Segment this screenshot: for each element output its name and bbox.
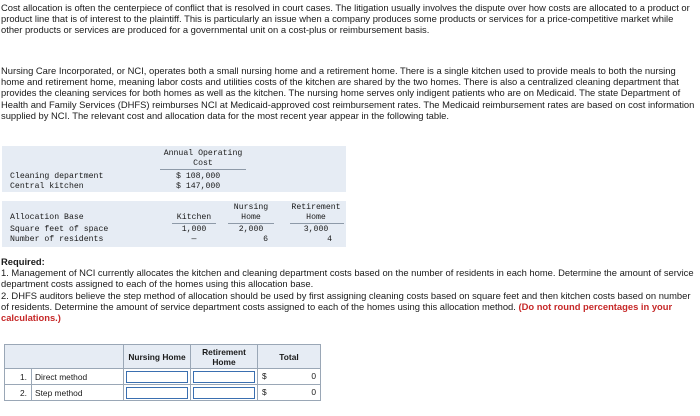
alloc-row-label: Square feet of space <box>10 225 109 234</box>
step-nursing-cell <box>124 385 191 401</box>
answer-header-retire <box>191 345 258 369</box>
step-total-value: 0 <box>311 387 316 397</box>
direct-retire-cell <box>191 369 258 385</box>
cost-row-label: Cleaning department <box>10 172 104 181</box>
alloc-rule-kitchen <box>172 223 216 224</box>
direct-retire-input[interactable] <box>193 371 255 383</box>
intro-paragraph: Cost allocation is often the centerpiece of conflict that is resolved in court cases. The litigation usually involves the dispute over how costs are allocated to a product or product line that is of interest to the plaintiff. This is particularly an issue when a company produces some products or services for a price-competitive market while other products or services are produced for a governmental unit on a cost-plus or reimbursement basis. <box>1 2 690 36</box>
direct-total-cell <box>258 369 321 385</box>
row-number: 2. <box>5 385 32 401</box>
currency-symbol: $ <box>262 371 267 381</box>
cost-row-label: Central kitchen <box>10 182 84 191</box>
cost-header-line1: Annual Operating <box>163 149 243 158</box>
direct-nursing-input[interactable] <box>126 371 188 383</box>
direct-total-value: 0 <box>311 371 316 381</box>
alloc-header-retire2: Home <box>306 213 326 222</box>
row-number: 1. <box>5 369 32 385</box>
required-title: Required: <box>1 256 45 267</box>
required-item-1: 1. Management of NCI currently allocates the kitchen and cleaning department costs based on the number of residents in each home. Determine the amount of service department costs assigned to each of the homes using this allocation base. <box>1 267 694 290</box>
row-label: Step method <box>32 385 124 401</box>
alloc-header-kitchen: Kitchen <box>176 213 212 222</box>
alloc-header-retire1: Retirement <box>291 203 341 212</box>
alloc-rule-retire <box>290 223 344 224</box>
cost-header-rule <box>160 169 246 170</box>
alloc-rule-nursing <box>228 223 274 224</box>
currency-symbol: $ <box>262 387 267 397</box>
required-item-2-text: 2. DHFS auditors believe the step method of allocation should be used by first assigning cleaning costs based on square feet and then kitchen costs based on number of residents. Determine the amount of service department costs assigned to each of the homes using this allocation method. <box>1 289 691 312</box>
answer-header-retire-line2: Home <box>212 356 236 367</box>
table-row <box>5 369 321 385</box>
step-retire-input[interactable] <box>193 387 255 399</box>
alloc-row-nursing: 6 <box>263 235 268 244</box>
required-item-2 <box>1 290 695 324</box>
step-retire-cell <box>191 385 258 401</box>
alloc-header-nursing2: Home <box>241 213 261 222</box>
scenario-paragraph: Nursing Care Incorporated, or NCI, operates both a small nursing home and a retirement home. There is a single kitchen used to provide meals to both the nursing home and retirement home, meaning labor costs and utilities costs of the kitchen are shared by the two homes. There is also a centralized cleaning department that provides the cleaning services for both homes as well as the kitchen. The nursing home serves only indigent patients who are on Medicaid. The state Department of Health and Family Services (DHFS) reimburses NCI at Medicaid-approved cost reimbursement rates. The Medicaid reimbursement rates are based on cost information supplied by NCI. The relevant cost and allocation data for the most recent year appear in the following table. <box>1 65 695 121</box>
step-total-cell <box>258 385 321 401</box>
cost-row-value: $ 147,000 <box>176 182 221 191</box>
step-nursing-input[interactable] <box>126 387 188 399</box>
alloc-row-retire: 4 <box>327 235 332 244</box>
alloc-row-label: Number of residents <box>10 235 104 244</box>
alloc-header-label: Allocation Base <box>10 213 84 222</box>
required-section <box>1 256 695 323</box>
alloc-row-kitchen: 1,000 <box>181 225 207 234</box>
table-row <box>5 385 321 401</box>
row-label: Direct method <box>32 369 124 385</box>
direct-nursing-cell <box>124 369 191 385</box>
answer-header-blank <box>5 345 124 369</box>
alloc-header-nursing1: Nursing <box>233 203 269 212</box>
cost-header-line2: Cost <box>193 159 213 168</box>
alloc-row-nursing: 2,000 <box>238 225 264 234</box>
rounding-note: (Do not round percentages in your calculations.) <box>1 300 673 324</box>
cost-row-value: $ 108,000 <box>176 172 221 181</box>
alloc-row-kitchen: — <box>191 235 197 244</box>
answer-header-retire-line1: Retirement <box>202 346 246 357</box>
answer-table <box>4 344 321 401</box>
answer-header-total: Total <box>258 345 321 369</box>
alloc-row-retire: 3,000 <box>303 225 329 234</box>
answer-header-nursing: Nursing Home <box>124 345 191 369</box>
